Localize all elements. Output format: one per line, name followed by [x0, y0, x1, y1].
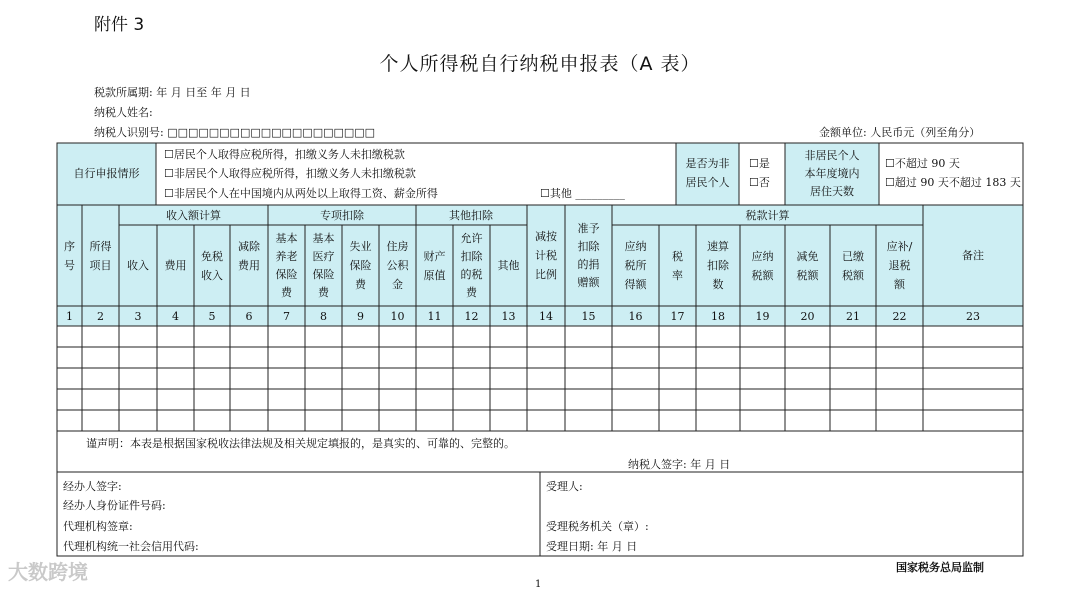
column-header-5-line-1: 免税 [201, 249, 223, 263]
column-number-1: 1 [66, 310, 73, 323]
column-header-20-line-1: 减免 [796, 249, 819, 263]
taxpayer-name-field: 纳税人姓名: [94, 106, 153, 119]
column-number-18: 18 [711, 310, 725, 323]
column-header-18-line-1: 速算 [707, 240, 729, 253]
column-header-16-line-3: 得额 [624, 278, 647, 291]
agent-signature-field[interactable]: 经办人签字: [63, 480, 122, 493]
column-number-6: 6 [245, 310, 253, 323]
column-number-23: 23 [966, 310, 980, 323]
page-number: 1 [535, 579, 542, 590]
column-header-14-line-3: 比例 [535, 268, 557, 281]
column-header-10-line-2: 公积 [386, 259, 409, 272]
column-header-9-line-2: 保险 [349, 259, 372, 272]
column-header-10-line-1: 住房 [386, 240, 409, 253]
column-number-12: 12 [464, 310, 479, 323]
watermark-logo: 大数跨境 [8, 560, 88, 584]
taxpayer-id-field: 纳税人识别号: □□□□□□□□□□□□□□□□□□□□ [94, 126, 376, 139]
receiver-field[interactable]: 受理人: [546, 480, 583, 493]
column-header-7-line-4: 费 [281, 285, 292, 299]
column-header-16-line-2: 税所 [624, 259, 647, 272]
column-number-14: 14 [539, 310, 553, 323]
column-header-8-line-1: 基本 [312, 231, 335, 245]
days-90-183-checkbox[interactable]: ☐超过 90 天不超过 183 天 [885, 176, 1021, 189]
column-number-13: 13 [501, 310, 516, 323]
column-header-12-line-2: 扣除 [460, 249, 483, 263]
column-number-19: 19 [755, 310, 770, 323]
column-number-7: 7 [283, 310, 290, 323]
group-income-header: 收入额计算 [166, 209, 221, 222]
statement-text: 谨声明：本表是根据国家税收法律法规及相关规定填报的，是真实的、可靠的、完整的。 [86, 437, 515, 450]
column-header-19-line-2: 税额 [751, 268, 774, 282]
nonresident-yes-checkbox[interactable]: ☐是 [749, 157, 770, 170]
column-number-4: 4 [172, 310, 179, 323]
column-number-22: 22 [892, 310, 907, 323]
column-header-22-line-1: 应补/ [886, 240, 913, 253]
column-header-22-line-3: 额 [894, 278, 905, 291]
column-header-9-line-1: 失业 [349, 240, 372, 253]
column-header-11-line-1: 财产 [423, 249, 446, 263]
option-other[interactable]: ☐其他 _________ [540, 187, 625, 200]
column-header-2-line-1: 所得 [89, 239, 112, 253]
column-header-22-line-2: 退税 [888, 259, 911, 272]
column-header-3-line-1: 收入 [127, 259, 149, 272]
column-header-6-line-2: 费用 [238, 258, 260, 272]
column-header-7-line-1: 基本 [275, 231, 298, 245]
column-number-10: 10 [390, 310, 405, 323]
column-header-12-line-1: 允许 [460, 231, 483, 245]
column-header-21-line-1: 已缴 [842, 249, 864, 263]
column-number-21: 21 [846, 310, 860, 323]
column-header-4-line-1: 费用 [164, 259, 187, 272]
column-header-19-line-1: 应纳 [751, 249, 774, 263]
option-nonresident-two-sources[interactable]: ☐非居民个人在中国境内从两处以上取得工资、薪金所得 [164, 187, 438, 200]
supervisor-label: 国家税务总局监制 [896, 561, 984, 574]
column-number-16: 16 [628, 310, 643, 323]
column-header-18-line-3: 数 [712, 278, 724, 291]
column-header-14-line-1: 减按 [535, 230, 557, 243]
column-header-5-line-2: 收入 [201, 268, 223, 282]
column-header-8-line-3: 保险 [312, 267, 335, 281]
column-header-12-line-3: 的税 [460, 267, 483, 281]
column-header-1-line-1: 序 [64, 239, 75, 253]
column-number-2: 2 [97, 310, 104, 323]
column-number-5: 5 [208, 310, 216, 323]
nonresident-no-checkbox[interactable]: ☐否 [749, 176, 770, 189]
receive-date-field[interactable]: 受理日期: 年 月 日 [546, 540, 638, 553]
days-question-line1: 非居民个人 [804, 149, 860, 162]
column-header-15-line-1: 准予 [577, 221, 600, 235]
option-resident-unwithheld[interactable]: ☐居民个人取得应税所得，扣缴义务人未扣缴税款 [164, 148, 405, 161]
column-number-11: 11 [427, 310, 442, 323]
column-header-17-line-1: 税 [672, 249, 683, 263]
column-header-1-line-2: 号 [64, 258, 75, 272]
column-header-12-line-4: 费 [466, 285, 477, 299]
column-header-13-line-1: 其他 [497, 259, 520, 272]
column-header-16-line-1: 应纳 [624, 240, 647, 253]
column-header-20-line-2: 税额 [796, 268, 819, 282]
declare-label: 自行申报情形 [73, 167, 140, 180]
column-header-8-line-2: 医疗 [312, 249, 335, 263]
option-nonresident-unwithheld[interactable]: ☐非居民个人取得应税所得，扣缴义务人未扣缴税款 [164, 167, 416, 180]
nonresident-question-line1: 是否为非 [685, 157, 730, 170]
agent-id-field[interactable]: 经办人身份证件号码: [63, 499, 166, 512]
column-header-17-line-2: 率 [672, 268, 683, 282]
column-header-7-line-3: 保险 [275, 267, 298, 281]
column-header-15-line-4: 赠额 [577, 275, 600, 289]
days-under-90-checkbox[interactable]: ☐不超过 90 天 [885, 157, 960, 170]
days-question-line2: 本年度境内 [804, 167, 860, 180]
column-number-8: 8 [320, 310, 327, 323]
column-header-21-line-2: 税额 [842, 268, 864, 282]
agency-seal-field[interactable]: 代理机构签章: [63, 520, 133, 533]
days-question-line3: 居住天数 [810, 185, 854, 198]
column-header-8-line-4: 费 [318, 285, 329, 299]
column-header-6-line-1: 减除 [238, 239, 260, 253]
column-header-2-line-2: 项目 [89, 258, 112, 272]
column-number-3: 3 [134, 310, 142, 323]
receiving-office-field[interactable]: 受理税务机关（章）: [546, 520, 649, 533]
tax-period-field: 税款所属期: 年 月 日至 年 月 日 [94, 86, 251, 99]
column-number-15: 15 [581, 310, 596, 323]
group-other-header: 其他扣除 [449, 209, 493, 222]
column-header-7-line-2: 养老 [275, 249, 298, 263]
column-header-15-line-2: 扣除 [577, 239, 600, 253]
nonresident-question-line2: 居民个人 [685, 176, 730, 189]
column-number-17: 17 [670, 310, 685, 323]
attachment-label: 附件 3 [94, 15, 145, 35]
column-number-20: 20 [800, 310, 815, 323]
column-header-10-line-3: 金 [392, 278, 403, 291]
agency-credit-code-field[interactable]: 代理机构统一社会信用代码: [63, 540, 199, 553]
column-header-18-line-2: 扣除 [707, 259, 729, 272]
form-title: 个人所得税自行纳税申报表（A 表） [379, 53, 701, 75]
group-special-header: 专项扣除 [320, 209, 364, 222]
taxpayer-signature-field[interactable]: 纳税人签字: 年 月 日 [628, 458, 731, 471]
column-header-9-line-3: 费 [355, 278, 366, 291]
column-header-23-line-1: 备注 [962, 249, 984, 262]
currency-unit: 金额单位: 人民币元（列至角分） [819, 126, 981, 139]
column-header-11-line-2: 原值 [423, 268, 446, 282]
column-header-14-line-2: 计税 [535, 249, 557, 262]
column-number-9: 9 [357, 310, 364, 323]
column-header-15-line-3: 的捐 [577, 257, 600, 271]
group-tax-header: 税款计算 [745, 209, 790, 222]
